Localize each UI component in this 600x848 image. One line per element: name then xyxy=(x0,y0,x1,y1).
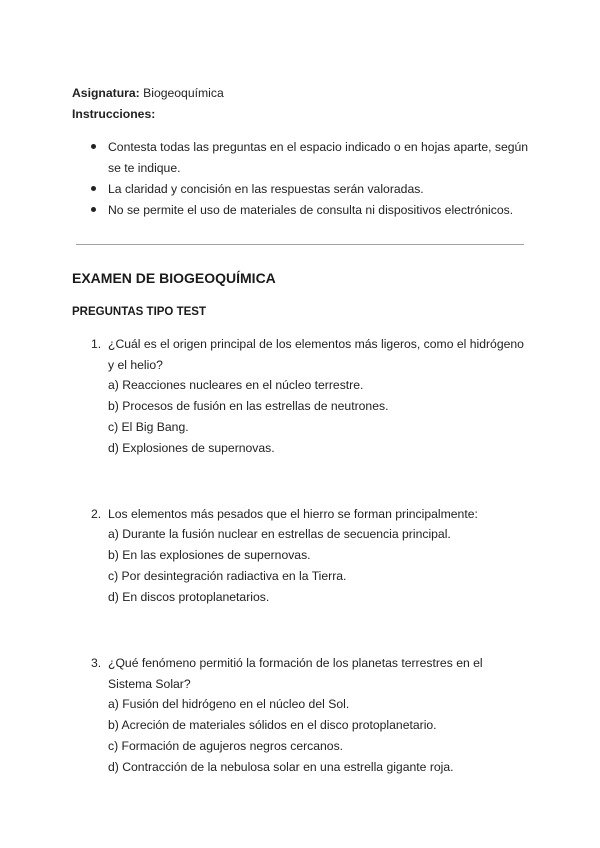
question-2-option-d: d) En discos protoplanetarios. xyxy=(108,590,270,604)
question-1-option-a: a) Reacciones nucleares en el núcleo terrestre. xyxy=(108,378,364,392)
question-2-option-b: b) En las explosiones de supernovas. xyxy=(108,548,311,562)
subject-line xyxy=(72,87,224,100)
question-number: 2. xyxy=(91,507,102,521)
question-1-option-d: d) Explosiones de supernovas. xyxy=(108,441,275,455)
subject-label: Asignatura: xyxy=(72,86,140,100)
instruction-item-1: Contesta todas las preguntas en el espacio indicado o en hojas aparte, según xyxy=(108,140,529,154)
question-1-text: ¿Cuál es el origen principal de los elementos más ligeros, como el hidrógeno xyxy=(108,337,524,351)
subject-value: Biogeoquímica xyxy=(143,86,224,100)
exam-title: EXAMEN DE BIOGEOQUÍMICA xyxy=(72,270,276,286)
section-title: PREGUNTAS TIPO TEST xyxy=(72,306,206,318)
question-3-option-b: b) Acreción de materiales sólidos en el disco protoplanetario. xyxy=(108,718,437,732)
instruction-item-1-cont: se te indique. xyxy=(108,161,181,175)
question-3-option-d: d) Contracción de la nebulosa solar en una estrella gigante roja. xyxy=(108,760,454,774)
instructions-label: Instrucciones: xyxy=(72,107,156,121)
divider xyxy=(76,244,524,245)
bullet-icon xyxy=(91,186,96,191)
bullet-icon xyxy=(91,144,96,149)
question-1-text-cont: y el helio? xyxy=(108,358,163,372)
question-3-option-a: a) Fusión del hidrógeno en el núcleo del Sol. xyxy=(108,697,350,711)
question-number: 1. xyxy=(91,337,102,351)
question-number: 3. xyxy=(91,656,102,670)
question-1-option-b: b) Procesos de fusión en las estrellas de neutrones. xyxy=(108,399,389,413)
question-2-option-c: c) Por desintegración radiactiva en la Tierra. xyxy=(108,569,347,583)
question-3-text-cont: Sistema Solar? xyxy=(108,677,191,691)
bullet-icon xyxy=(91,207,96,212)
instruction-item-2: La claridad y concisión en las respuestas serán valoradas. xyxy=(108,182,424,196)
question-2-text: Los elementos más pesados que el hierro se forman principalmente: xyxy=(108,507,478,521)
question-2-option-a: a) Durante la fusión nuclear en estrellas de secuencia principal. xyxy=(108,527,451,541)
question-3-option-c: c) Formación de agujeros negros cercanos. xyxy=(108,739,344,753)
question-1-option-c: c) El Big Bang. xyxy=(108,420,189,434)
instruction-item-3: No se permite el uso de materiales de consulta ni dispositivos electrónicos. xyxy=(108,203,514,217)
question-3-text: ¿Qué fenómeno permitió la formación de los planetas terrestres en el xyxy=(108,656,483,670)
